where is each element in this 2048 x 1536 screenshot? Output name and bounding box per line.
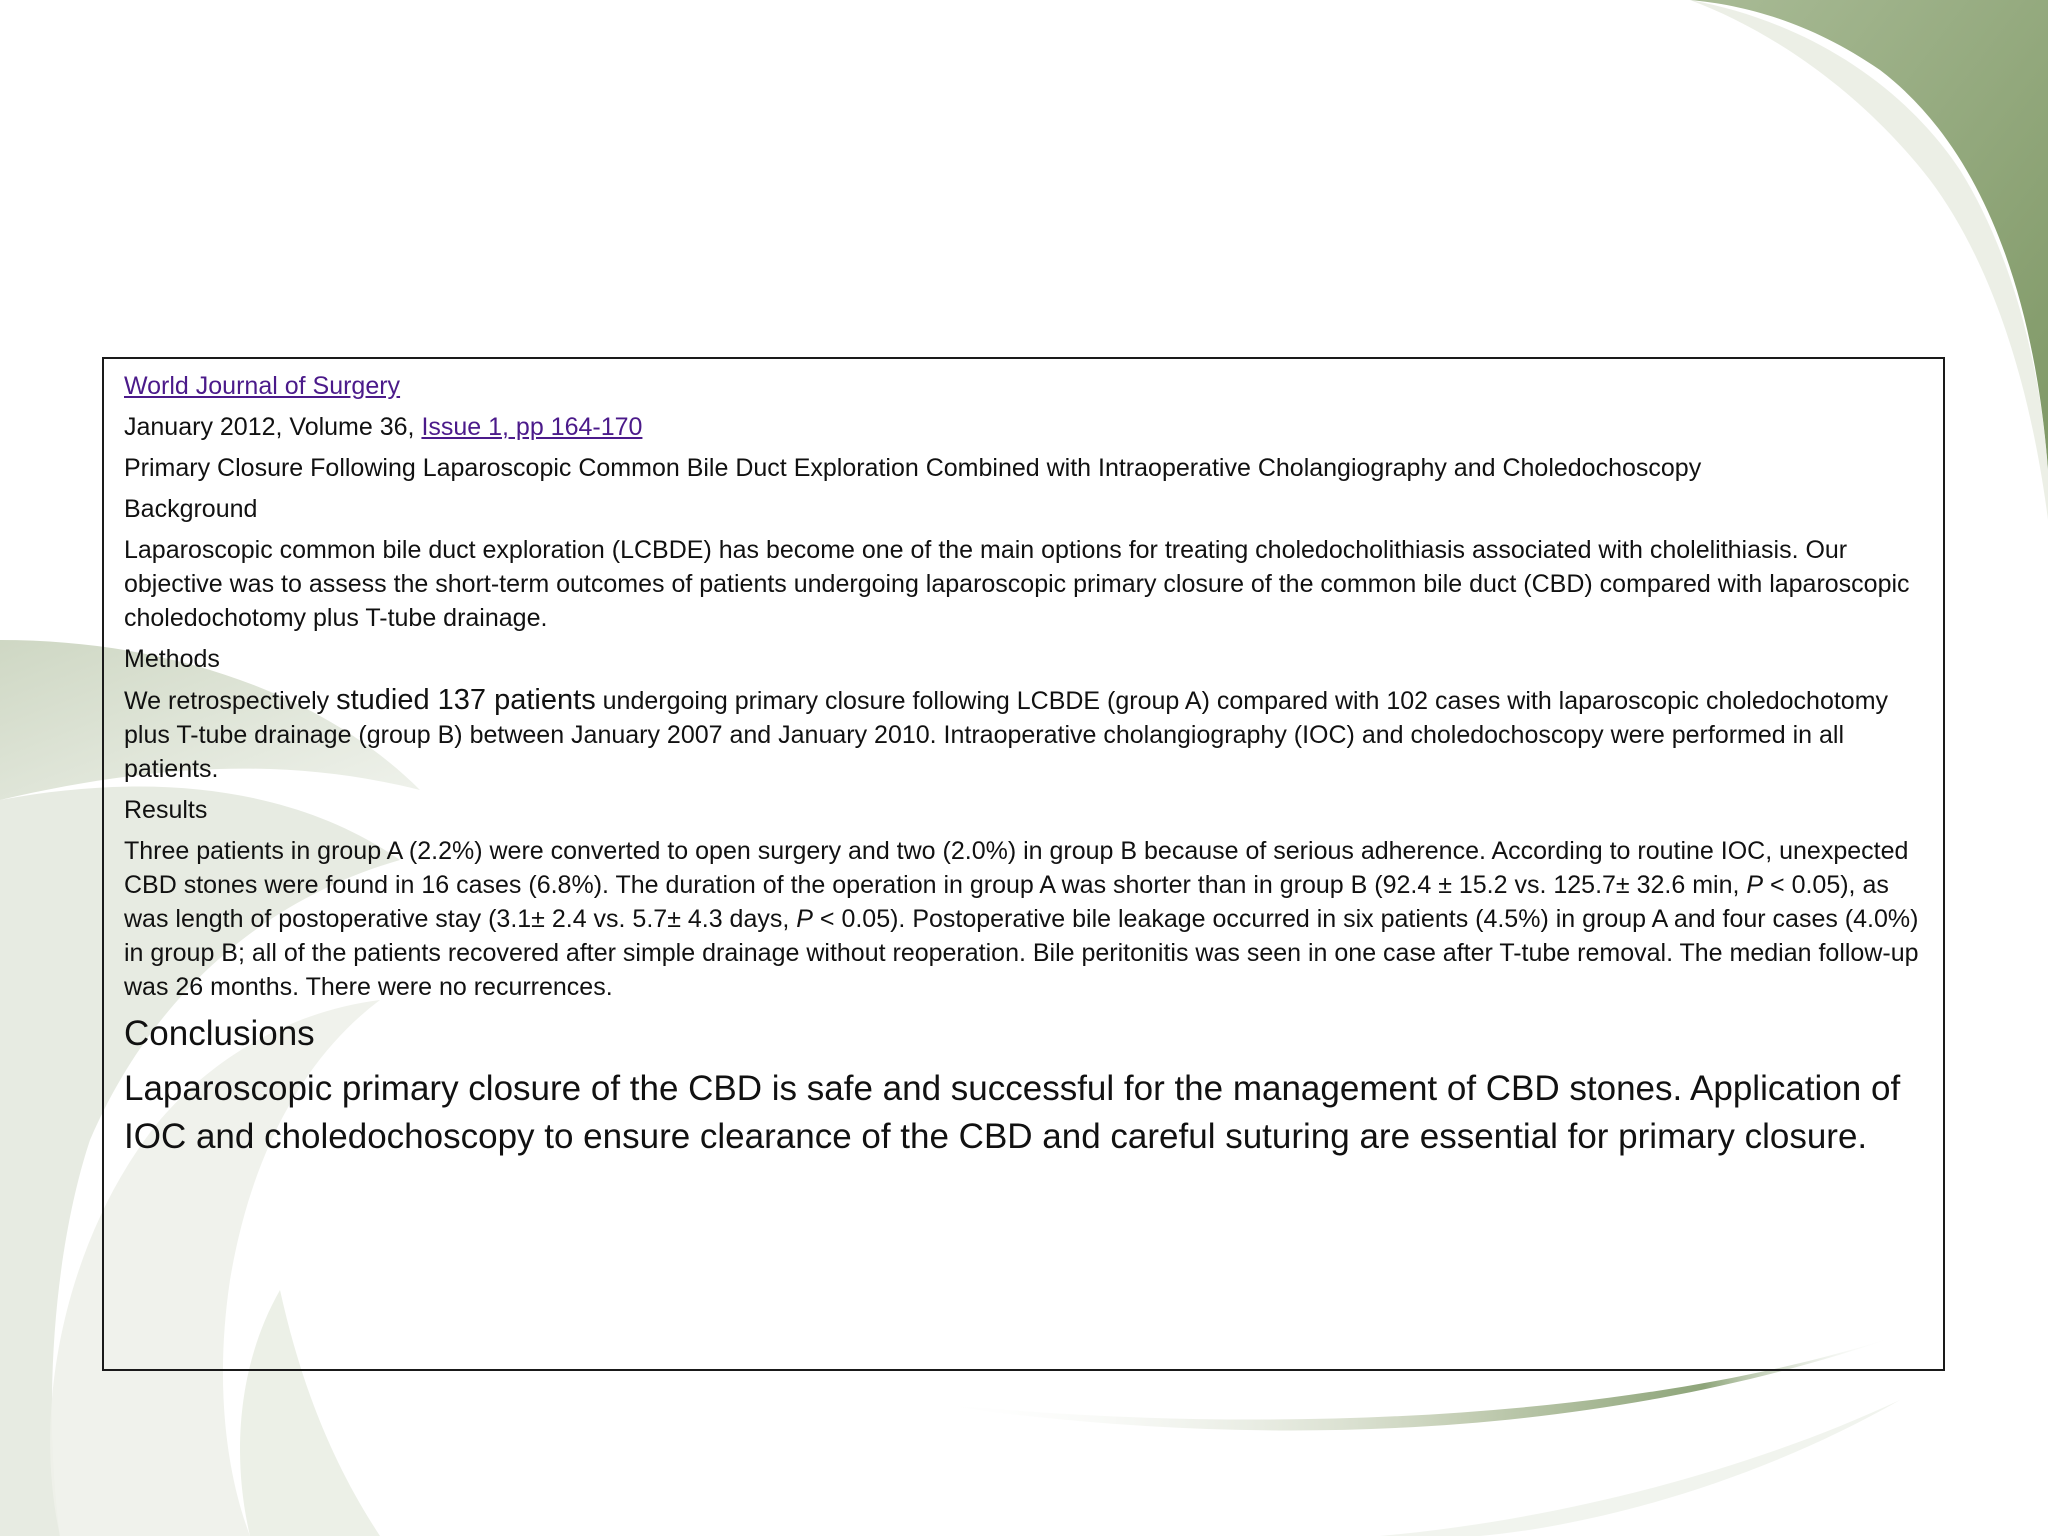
background-text: Laparoscopic common bile duct exploration (LCBDE) has become one of the main options for treating choledocholithiasis associated with cholelithiasis. Our objective was to assess the short-term outcomes of patients undergoing laparoscopic primary closure of the common bile duct (CBD) compared with laparoscopic choledochotomy plus T-tube drainage. (124, 536, 1910, 632)
article-title: Primary Closure Following Laparoscopic Common Bile Duct Exploration Combined with Intraoperative Cholangiography and Choledochoscopy (124, 454, 1702, 482)
results-heading: Results (124, 796, 208, 824)
methods-text-emphasis: studied 137 patients (336, 684, 596, 716)
abstract-box (102, 357, 1945, 1371)
results-text-part1: Three patients in group A (2.2%) were converted to open surgery and two (2.0%) in group B because of serious adherence. According to routine IOC, unexpected CBD stones were found in 16 cases (6.8%). The duration of the operation in group A was shorter than in group B (92.4 ± 15.2 vs. 125.7± 32.6 min, (124, 837, 1909, 899)
citation-text: January 2012, Volume 36, (124, 413, 422, 441)
methods-heading: Methods (124, 645, 220, 673)
results-text (124, 834, 1923, 1004)
conclusions-heading: Conclusions (124, 1014, 315, 1053)
conclusions-text: Laparoscopic primary closure of the CBD is safe and successful for the management of CBD stones. Application of IOC and choledochoscopy to ensure clearance of the CBD and careful suturing are essential for primary closure. (124, 1069, 1901, 1156)
results-text-part3: < 0.05). Postoperative bile leakage occurred in six patients (4.5%) in group A and four cases (4.0%) in group B; all of the patients recovered after simple drainage without reoperation. Bile peritonitis was seen in one case after T-tube removal. The median follow-up was 26 months. There were no recurrences. (124, 905, 1919, 1001)
issue-link[interactable]: Issue 1, pp 164-170 (421, 413, 643, 441)
citation-line (124, 410, 1923, 444)
journal-link[interactable]: World Journal of Surgery (124, 372, 401, 400)
methods-text-end: undergoing primary closure following LCBDE (group A) compared with 102 cases with laparoscopic choledochotomy plus T-tube drainage (group B) between January 2007 and January 2010. Intraoperative cholangiography (IOC) and choledochoscopy were performed in all patients. (124, 687, 1889, 783)
methods-text (124, 683, 1923, 786)
results-text-part2: < 0.05), as was length of postoperative stay (3.1± 2.4 vs. 5.7± 4.3 days, (124, 871, 1889, 933)
p-value-symbol: P (796, 905, 813, 933)
journal-line (124, 369, 1923, 403)
background-heading: Background (124, 495, 258, 523)
p-value-symbol: P (1746, 871, 1764, 899)
methods-text-start: We retrospectively (124, 687, 337, 715)
